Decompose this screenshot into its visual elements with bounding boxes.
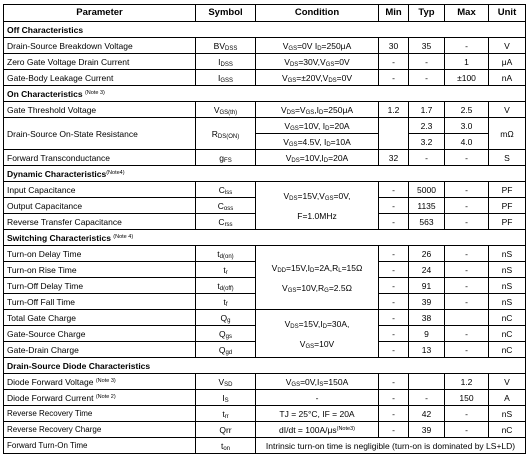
unit-cell: nC <box>489 342 526 358</box>
section-title: Drain-Source Diode Characteristics <box>4 358 526 374</box>
symbol-cell: $C_{oss}$ <box>196 198 256 214</box>
max-cell: - <box>445 262 489 278</box>
table-row <box>4 422 526 438</box>
symbol-cell: $t_r$ <box>196 262 256 278</box>
table-row <box>4 54 526 70</box>
table-row <box>4 70 526 86</box>
condition-cell: $V_{DD}=15V,I_D=2A,R_L=15\Omega$ $V_{GS}=10V,R_G=2.5\Omega$ <box>256 246 379 310</box>
typ-cell: 5000 <box>409 182 445 198</box>
param-cell: Turn-on Delay Time <box>4 246 196 262</box>
condition-cell: $V_{DS}=15V,I_D=30A$, $V_{GS}=10V$ <box>256 310 379 358</box>
max-cell: 3.0 <box>445 118 489 134</box>
unit-cell: nA <box>489 70 526 86</box>
condition-cell: - <box>256 390 379 406</box>
header-typ: Typ <box>409 5 445 22</box>
min-cell: - <box>379 278 409 294</box>
max-cell <box>445 310 489 326</box>
table-row <box>4 118 526 134</box>
symbol-cell: $I_S$ <box>196 390 256 406</box>
typ-cell: 3.2 <box>409 134 445 150</box>
typ-cell: 13 <box>409 342 445 358</box>
param-cell: Gate Threshold Voltage <box>4 102 196 118</box>
symbol-cell: $Q_{gd}$ <box>196 342 256 358</box>
unit-cell: V <box>489 102 526 118</box>
min-cell: 32 <box>379 150 409 166</box>
unit-cell: nS <box>489 278 526 294</box>
table-row <box>4 390 526 406</box>
symbol-cell: $t_{d(on)}$ <box>196 246 256 262</box>
unit-cell: nS <box>489 262 526 278</box>
typ-cell: 42 <box>409 406 445 422</box>
typ-cell: - <box>409 150 445 166</box>
header-min: Min <box>379 5 409 22</box>
min-cell: - <box>379 54 409 70</box>
symbol-cell: $t_{d(off)}$ <box>196 278 256 294</box>
typ-cell: 2.3 <box>409 118 445 134</box>
symbol-cell: $V_{GS(th)}$ <box>196 102 256 118</box>
symbol-cell: $C_{lss}$ <box>196 182 256 198</box>
max-cell: 1 <box>445 54 489 70</box>
section-on <box>4 86 526 102</box>
max-cell: - <box>445 326 489 342</box>
min-cell: - <box>379 374 409 390</box>
param-cell: Drain-Source Breakdown Voltage <box>4 38 196 54</box>
typ-cell: 91 <box>409 278 445 294</box>
param-cell: Total Gate Charge <box>4 310 196 326</box>
symbol-cell: $BV_{DSS}$ <box>196 38 256 54</box>
table-row <box>4 246 526 262</box>
section-title: Switching Characteristics $^{(Note 4)}$ <box>4 230 526 246</box>
condition-cell: TJ = 25°C, IF = 20A <box>256 406 379 422</box>
header-row <box>4 5 526 22</box>
typ-cell: 1.7 <box>409 102 445 118</box>
table-row <box>4 406 526 422</box>
condition-cell: $V_{DS}=15V,V_{GS}=0V$, F=1.0MHz <box>256 182 379 230</box>
section-switching <box>4 230 526 246</box>
param-cell: Turn-on Rise Time <box>4 262 196 278</box>
header-symbol: Symbol <box>196 5 256 22</box>
param-cell: Reverse Transfer Capacitance <box>4 214 196 230</box>
max-cell: 4.0 <box>445 134 489 150</box>
min-cell: - <box>379 326 409 342</box>
unit-cell: nC <box>489 326 526 342</box>
min-cell: - <box>379 390 409 406</box>
unit-cell: PF <box>489 198 526 214</box>
unit-cell: nS <box>489 294 526 310</box>
param-cell: Reverse Recovery Charge <box>4 422 196 438</box>
typ-cell: - <box>409 70 445 86</box>
param-cell: Drain-Source On-State Resistance <box>4 118 196 150</box>
table-row <box>4 102 526 118</box>
section-diode <box>4 358 526 374</box>
header-parameter: Parameter <box>4 5 196 22</box>
symbol-cell: $C_{rss}$ <box>196 214 256 230</box>
table-row <box>4 374 526 390</box>
unit-cell: PF <box>489 182 526 198</box>
max-cell: - <box>445 150 489 166</box>
max-cell: - <box>445 246 489 262</box>
min-cell: - <box>379 310 409 326</box>
unit-cell: nC <box>489 310 526 326</box>
condition-cell: $dI/dt = 100A/\mu s^{(Note3)}$ <box>256 422 379 438</box>
symbol-cell: Qrr <box>196 422 256 438</box>
section-off <box>4 22 526 38</box>
typ-cell: 563 <box>409 214 445 230</box>
condition-cell: $V_{GS}=10V$, $I_D=20A$ <box>256 118 379 134</box>
unit-cell: nS <box>489 406 526 422</box>
min-cell <box>379 118 409 150</box>
min-cell: - <box>379 198 409 214</box>
param-cell: Diode Forward Current $^{(Note 2)}$ <box>4 390 196 406</box>
condition-cell: Intrinsic turn-on time is negligible (turn-on is dominated by LS+LD) <box>256 438 526 454</box>
min-cell: 1.2 <box>379 102 409 118</box>
param-cell: Forward Transconductance <box>4 150 196 166</box>
unit-cell: μA <box>489 54 526 70</box>
table-row <box>4 182 526 198</box>
param-cell: Reverse Recovery Time <box>4 406 196 422</box>
electrical-characteristics-table <box>3 4 526 454</box>
condition-cell: $V_{DS}=30V,V_{GS}=0V$ <box>256 54 379 70</box>
min-cell: - <box>379 182 409 198</box>
param-cell: Turn-Off Fall Time <box>4 294 196 310</box>
header-unit: Unit <box>489 5 526 22</box>
max-cell: - <box>445 198 489 214</box>
param-cell: Gate-Source Charge <box>4 326 196 342</box>
min-cell: - <box>379 262 409 278</box>
section-title: Dynamic Characteristics$^{(Note4)}$ <box>4 166 526 182</box>
symbol-cell: $g_{FS}$ <box>196 150 256 166</box>
param-cell: Forward Turn-On Time <box>4 438 196 454</box>
symbol-cell: $Q_g$ <box>196 310 256 326</box>
section-title: Off Characteristics <box>4 22 526 38</box>
unit-cell: V <box>489 38 526 54</box>
table-row <box>4 150 526 166</box>
max-cell: - <box>445 214 489 230</box>
max-cell: 2.5 <box>445 102 489 118</box>
param-cell: Gate-Drain Charge <box>4 342 196 358</box>
param-cell: Turn-Off Delay Time <box>4 278 196 294</box>
symbol-cell: $t_f$ <box>196 294 256 310</box>
unit-cell: A <box>489 390 526 406</box>
max-cell: - <box>445 38 489 54</box>
typ-cell: 39 <box>409 422 445 438</box>
unit-cell: nS <box>489 246 526 262</box>
param-cell: Output Capacitance <box>4 198 196 214</box>
max-cell: ±100 <box>445 70 489 86</box>
section-title: On Characteristics $^{(Note 3)}$ <box>4 86 526 102</box>
min-cell: - <box>379 294 409 310</box>
unit-cell: S <box>489 150 526 166</box>
max-cell: 1.2 <box>445 374 489 390</box>
table-row <box>4 310 526 326</box>
typ-cell: 24 <box>409 262 445 278</box>
symbol-cell: $R_{DS(ON)}$ <box>196 118 256 150</box>
header-condition: Condition <box>256 5 379 22</box>
header-max: Max <box>445 5 489 22</box>
condition-cell: $V_{GS}=0V,I_S=150A$ <box>256 374 379 390</box>
max-cell: - <box>445 182 489 198</box>
param-cell: Gate-Body Leakage Current <box>4 70 196 86</box>
symbol-cell: $I_{GSS}$ <box>196 70 256 86</box>
max-cell: - <box>445 342 489 358</box>
typ-cell: 38 <box>409 310 445 326</box>
symbol-cell: $t_{rr}$ <box>196 406 256 422</box>
condition-cell: $V_{DS}=V_{GS},I_D=250\mu A$ <box>256 102 379 118</box>
param-cell: Zero Gate Voltage Drain Current <box>4 54 196 70</box>
min-cell: - <box>379 214 409 230</box>
condition-cell: $V_{GS}=\pm 20V,V_{DS}=0V$ <box>256 70 379 86</box>
param-cell: Diode Forward Voltage $^{(Note 3)}$ <box>4 374 196 390</box>
min-cell: 30 <box>379 38 409 54</box>
typ-cell: 35 <box>409 38 445 54</box>
min-cell: - <box>379 70 409 86</box>
max-cell: - <box>445 406 489 422</box>
symbol-cell: $V_{SD}$ <box>196 374 256 390</box>
max-cell: - <box>445 422 489 438</box>
symbol-cell: $I_{DSS}$ <box>196 54 256 70</box>
condition-cell: $V_{GS}=0V$ $I_D=250\mu A$ <box>256 38 379 54</box>
unit-cell: V <box>489 374 526 390</box>
typ-cell: - <box>409 54 445 70</box>
min-cell: - <box>379 406 409 422</box>
min-cell: - <box>379 246 409 262</box>
typ-cell <box>409 374 445 390</box>
min-cell: - <box>379 342 409 358</box>
section-dynamic <box>4 166 526 182</box>
condition-cell: $V_{GS}=4.5V$, $I_D=10A$ <box>256 134 379 150</box>
typ-cell: - <box>409 390 445 406</box>
max-cell: - <box>445 278 489 294</box>
typ-cell: 1135 <box>409 198 445 214</box>
param-cell: Input Capacitance <box>4 182 196 198</box>
typ-cell: 9 <box>409 326 445 342</box>
symbol-cell: $Q_{gs}$ <box>196 326 256 342</box>
typ-cell: 26 <box>409 246 445 262</box>
typ-cell: 39 <box>409 294 445 310</box>
max-cell: - <box>445 294 489 310</box>
symbol-cell: $t_{on}$ <box>196 438 256 454</box>
unit-cell: nC <box>489 422 526 438</box>
unit-cell: mΩ <box>489 118 526 150</box>
max-cell: 150 <box>445 390 489 406</box>
min-cell: - <box>379 422 409 438</box>
unit-cell: PF <box>489 214 526 230</box>
table-row <box>4 438 526 454</box>
condition-cell: $V_{DS}=10V,I_D=20A$ <box>256 150 379 166</box>
table-row <box>4 38 526 54</box>
